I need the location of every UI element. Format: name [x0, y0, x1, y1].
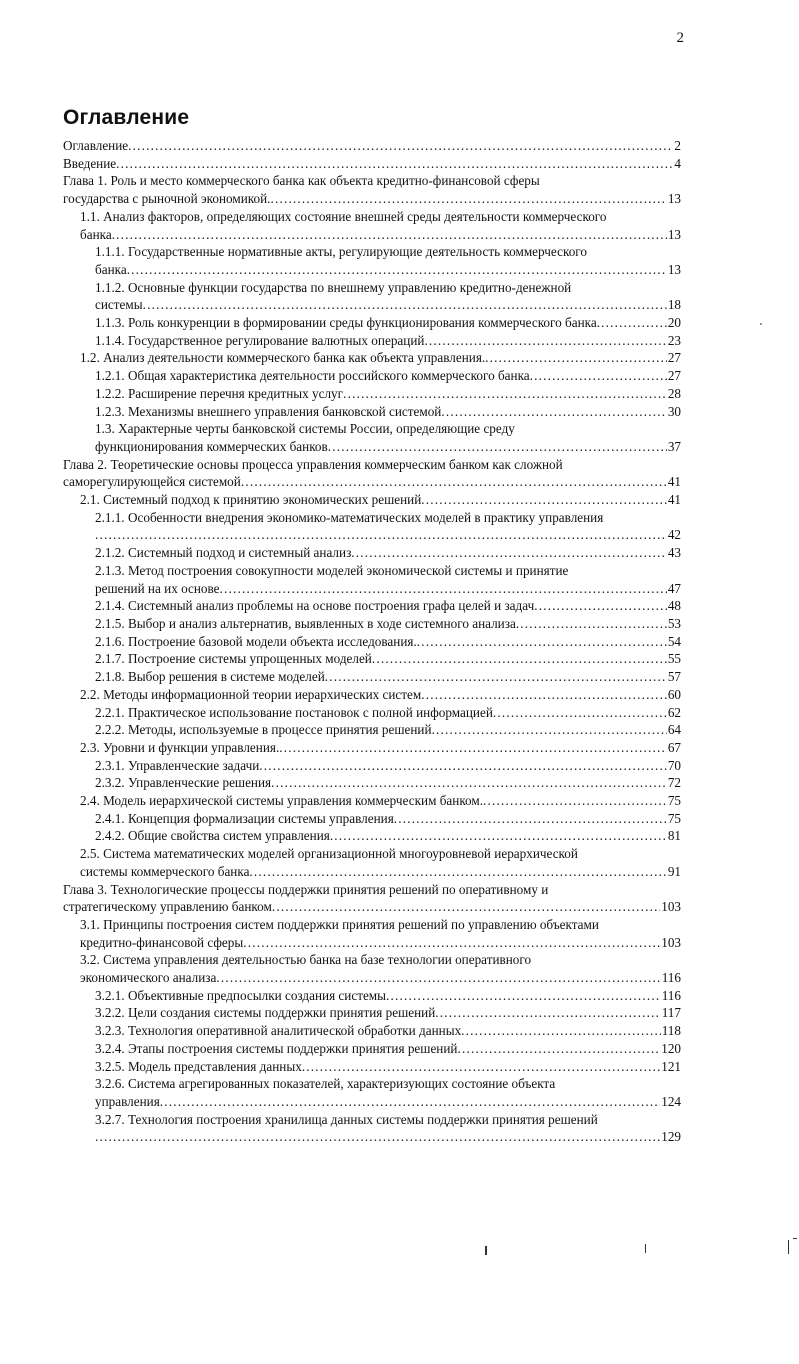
toc-entry-text: 2.4.2. Общие свойства систем управления [95, 828, 330, 844]
toc-page-number: 67 [667, 739, 681, 755]
toc-dot-leader [485, 349, 667, 367]
toc-entry-text: 2.4. Модель иерархической системы управления коммерческим банком. [80, 793, 484, 809]
toc-dot-leader [241, 473, 667, 491]
toc-entry[interactable] [63, 951, 681, 986]
toc-dot-leader [372, 650, 667, 668]
toc-page-number: 30 [667, 403, 681, 419]
toc-page-number: 27 [667, 368, 681, 384]
toc-page-number: 37 [667, 438, 681, 454]
toc-entry-text: 1.1.3. Роль конкуренции в формировании среды функционирования коммерческого банка [95, 315, 597, 331]
toc-entry[interactable] [63, 987, 681, 1005]
toc-entry-text: 3.2.3. Технология оперативной аналитической обработки данных [95, 1023, 462, 1039]
toc-entry[interactable] [63, 615, 681, 633]
toc-dot-leader [160, 1093, 660, 1111]
toc-entry[interactable] [63, 1004, 681, 1022]
toc-dot-leader [421, 686, 667, 704]
toc-entry[interactable] [63, 633, 681, 651]
toc-dot-leader [386, 987, 661, 1005]
toc-dot-leader [435, 1004, 660, 1022]
toc-dot-leader [417, 633, 667, 651]
toc-entry[interactable] [63, 491, 681, 509]
toc-entry[interactable] [63, 1040, 681, 1058]
toc-page-number: 120 [661, 1040, 681, 1056]
toc-entry[interactable] [63, 137, 681, 155]
toc-dot-leader [343, 385, 667, 403]
toc-dot-leader [325, 668, 667, 686]
toc-entry-text: 2.1.8. Выбор решения в системе моделей [95, 669, 325, 685]
toc-dot-leader [330, 827, 667, 845]
toc-page-number: 118 [661, 1023, 681, 1039]
toc-page-number: 103 [661, 934, 681, 950]
toc-entry[interactable] [63, 1111, 681, 1146]
toc-entry[interactable] [63, 509, 681, 544]
toc-page-number: 75 [667, 793, 681, 809]
toc-dot-leader [143, 296, 667, 314]
toc-page-number: 64 [667, 722, 681, 738]
toc-entry[interactable] [63, 456, 681, 491]
toc-dot-leader [457, 1040, 660, 1058]
toc-page-number: 103 [661, 899, 681, 915]
toc-entry-text: 2.1.4. Системный анализ проблемы на основе построения графа целей и задач [95, 598, 535, 614]
scan-speck [793, 1238, 797, 1239]
toc-entry-text: системы коммерческого банка [80, 863, 250, 879]
toc-entry-text: 2.1.5. Выбор и анализ альтернатив, выявленных в ходе системного анализа [95, 615, 516, 631]
toc-page-number: 4 [674, 155, 681, 171]
toc-page-number: 55 [667, 651, 681, 667]
toc-entry-text: экономического анализа [80, 970, 217, 986]
toc-page-number: 91 [667, 863, 681, 879]
toc-entry-text: 3.2.7. Технология построения хранилища данных системы поддержки принятия решений [95, 1111, 598, 1127]
toc-entry-text: 2.1.3. Метод построения совокупности моделей экономической системы и принятие [95, 562, 569, 578]
toc-entry[interactable] [63, 420, 681, 455]
toc-entry[interactable] [63, 810, 681, 828]
toc-entry-text: 2.1.6. Построение базовой модели объекта исследования. [95, 633, 417, 649]
toc-entry-text: 3.2.5. Модель представления данных [95, 1058, 302, 1074]
toc-page-number: 116 [661, 987, 681, 1003]
toc-entry-text: банка [80, 226, 112, 242]
toc-dot-leader [424, 332, 666, 350]
toc-entry[interactable] [63, 332, 681, 350]
toc-entry-text: 1.2.2. Расширение перечня кредитных услуг [95, 385, 344, 401]
toc-entry-text: 2.2. Методы информационной теории иерархических систем [80, 686, 422, 702]
toc-page-number: 48 [667, 598, 681, 614]
scan-speck [645, 1244, 646, 1253]
toc-page-number: 28 [667, 385, 681, 401]
toc-entry-text: 2.1.2. Системный подход и системный анализ [95, 545, 352, 561]
toc-entry-text: управления [95, 1093, 160, 1109]
scan-speck [788, 1240, 789, 1254]
toc-entry-text: решений на их основе [95, 580, 220, 596]
toc-entry-text: 2.4.1. Концепция формализации системы управления [95, 810, 394, 826]
scan-speck [485, 1246, 487, 1255]
toc-entry-text: Глава 3. Технологические процессы поддержки принятия решений по оперативному и [63, 881, 549, 897]
toc-dot-leader [127, 261, 667, 279]
toc-entry-text: 2.3. Уровни и функции управления. [80, 739, 280, 755]
toc-dot-leader [116, 155, 673, 173]
toc-page-number: 41 [667, 474, 681, 490]
toc-entry[interactable] [63, 403, 681, 421]
toc-entry-text: банка [95, 261, 127, 277]
toc-entry-text: государства с рыночной экономикой. [63, 191, 271, 207]
toc-dot-leader [112, 226, 667, 244]
toc-dot-leader [441, 403, 666, 421]
toc-entry-text: 2.1.1. Особенности внедрения экономико-математических моделей в практику управления [95, 509, 604, 525]
toc-entry[interactable] [63, 314, 681, 332]
toc-page-number: 20 [667, 315, 681, 331]
toc-dot-leader [279, 739, 667, 757]
toc-page-number: 75 [667, 810, 681, 826]
toc-entry-text: 3.2. Система управления деятельностью банка на базе технологии оперативного [80, 952, 532, 968]
toc-entry-text: Глава 2. Теоретические основы процесса управления коммерческим банком как сложной [63, 456, 563, 472]
toc-entry-text: 2.1. Системный подход к принятию экономических решений [80, 492, 422, 508]
toc-entry[interactable] [63, 597, 681, 615]
toc-page-number: 41 [667, 492, 681, 508]
toc-page-number: 53 [667, 615, 681, 631]
toc-entry-text: 1.1.2. Основные функции государства по внешнему управлению кредитно-денежной [95, 279, 572, 295]
toc-dot-leader [259, 757, 667, 775]
toc-entry[interactable] [63, 1022, 681, 1040]
toc-dot-leader [461, 1022, 661, 1040]
toc-entry[interactable] [63, 172, 681, 207]
toc-entry[interactable] [63, 827, 681, 845]
toc-entry[interactable] [63, 243, 681, 278]
toc-entry-text: стратегическому управлению банком [63, 899, 272, 915]
toc-entry-text: 1.2. Анализ деятельности коммерческого банка как объекта управления. [80, 350, 486, 366]
toc-entry-text: системы [95, 297, 143, 313]
toc-dot-leader [128, 137, 673, 155]
toc-entry-text: 3.2.1. Объективные предпосылки создания системы [95, 987, 387, 1003]
toc-entry-text: кредитно-финансовой сферы [80, 934, 244, 950]
toc-page-number: 60 [667, 686, 681, 702]
toc-dot-leader [421, 491, 667, 509]
scan-speck [760, 323, 762, 325]
toc-entry-text: функционирования коммерческих банков [95, 438, 328, 454]
toc-entry[interactable] [63, 1058, 681, 1076]
toc-entry[interactable] [63, 916, 681, 951]
toc-entry[interactable] [63, 774, 681, 792]
toc-entry-text: 3.2.4. Этапы построения системы поддержки принятия решений [95, 1040, 458, 1056]
toc-page-number: 23 [667, 332, 681, 348]
toc-entry[interactable] [63, 562, 681, 597]
toc-dot-leader [270, 190, 666, 208]
toc-dot-leader [432, 721, 667, 739]
toc-entry-text: 1.1. Анализ факторов, определяющих состояние внешней среды деятельности коммерческого [80, 208, 607, 224]
toc-page-number: 124 [661, 1093, 681, 1109]
toc-page-number: 81 [667, 828, 681, 844]
toc-entry[interactable] [63, 1075, 681, 1110]
toc-dot-leader [216, 969, 660, 987]
toc-entry-text: 3.2.2. Цели создания системы поддержки принятия решений [95, 1005, 436, 1021]
toc-dot-leader [597, 314, 667, 332]
toc-entry-text: саморегулирующейся системой [63, 474, 241, 490]
toc-entry-text: 3.1. Принципы построения систем поддержки принятия решений по управлению объектами [80, 916, 599, 932]
toc-entry-text: Глава 1. Роль и место коммерческого банка как объекта кредитно-финансовой сферы [63, 173, 540, 189]
toc-page-number: 129 [661, 1129, 681, 1145]
toc-entry[interactable] [63, 367, 681, 385]
toc-entry[interactable] [63, 881, 681, 916]
toc-dot-leader [95, 1128, 660, 1146]
toc-dot-leader [328, 438, 667, 456]
page-title: Оглавление [63, 106, 190, 129]
table-of-contents [63, 137, 681, 1146]
toc-entry-text: 1.2.1. Общая характеристика деятельности российского коммерческого банка [95, 368, 530, 384]
toc-dot-leader [483, 792, 667, 810]
toc-dot-leader [530, 367, 667, 385]
toc-entry-text: 1.1.1. Государственные нормативные акты, регулирующие деятельность коммерческого [95, 244, 587, 260]
toc-page-number: 117 [661, 1005, 681, 1021]
toc-dot-leader [220, 580, 667, 598]
toc-dot-leader [95, 526, 667, 544]
toc-entry[interactable] [63, 650, 681, 668]
toc-page-number: 116 [661, 970, 681, 986]
toc-dot-leader [394, 810, 667, 828]
toc-dot-leader [493, 704, 667, 722]
toc-dot-leader [271, 774, 667, 792]
toc-dot-leader [351, 544, 667, 562]
toc-page-number: 2 [674, 138, 681, 153]
toc-entry[interactable] [63, 155, 681, 173]
toc-dot-leader [534, 597, 667, 615]
toc-dot-leader [302, 1058, 660, 1076]
toc-entry-text: 1.2.3. Механизмы внешнего управления банковской системой [95, 403, 442, 419]
toc-page-number: 121 [661, 1058, 681, 1074]
toc-entry-text: Введение [63, 155, 117, 171]
toc-page-number: 27 [667, 350, 681, 366]
toc-page-number: 43 [667, 545, 681, 561]
toc-entry[interactable] [63, 757, 681, 775]
toc-entry-text: 1.3. Характерные черты банковской системы России, определяющие среду [95, 421, 515, 437]
toc-page-number: 18 [667, 297, 681, 313]
toc-entry-text: 3.2.6. Система агрегированных показателей, характеризующих состояние объекта [95, 1076, 556, 1092]
toc-page-number: 70 [667, 757, 681, 773]
toc-entry[interactable] [63, 845, 681, 880]
toc-entry[interactable] [63, 385, 681, 403]
toc-dot-leader [516, 615, 667, 633]
toc-entry[interactable] [63, 704, 681, 722]
toc-entry-text: Оглавление [63, 138, 129, 153]
toc-entry[interactable] [63, 739, 681, 757]
toc-page-number: 57 [667, 669, 681, 685]
toc-entry-text: 2.2.1. Практическое использование постановок с полной информацией [95, 704, 493, 720]
toc-page-number: 13 [667, 261, 681, 277]
toc-dot-leader [249, 863, 666, 881]
toc-page-number: 47 [667, 580, 681, 596]
toc-entry[interactable] [63, 349, 681, 367]
toc-page-number: 72 [667, 775, 681, 791]
toc-page-number: 42 [667, 527, 681, 543]
toc-entry[interactable] [63, 721, 681, 739]
toc-entry-text: 2.2.2. Методы, используемые в процессе принятия решений [95, 722, 432, 738]
toc-dot-leader [243, 934, 660, 952]
toc-entry-text: 2.1.7. Построение системы упрощенных моделей [95, 651, 372, 667]
toc-page-number: 13 [667, 191, 681, 207]
toc-entry[interactable] [63, 544, 681, 562]
page-number: 2 [676, 30, 684, 46]
toc-dot-leader [272, 898, 660, 916]
toc-entry[interactable] [63, 686, 681, 704]
toc-page-number: 62 [667, 704, 681, 720]
toc-page-number: 13 [667, 226, 681, 242]
toc-page-number: 54 [667, 633, 681, 649]
toc-entry[interactable] [63, 668, 681, 686]
toc-entry[interactable] [63, 279, 681, 314]
toc-entry[interactable] [63, 792, 681, 810]
toc-entry-text: 2.3.1. Управленческие задачи [95, 757, 260, 773]
toc-entry[interactable] [63, 208, 681, 243]
toc-entry-text: 2.3.2. Управленческие решения [95, 775, 272, 791]
toc-entry-text: 2.5. Система математических моделей организационной многоуровневой иерархической [80, 846, 578, 862]
toc-entry-text: 1.1.4. Государственное регулирование валютных операций [95, 332, 425, 348]
